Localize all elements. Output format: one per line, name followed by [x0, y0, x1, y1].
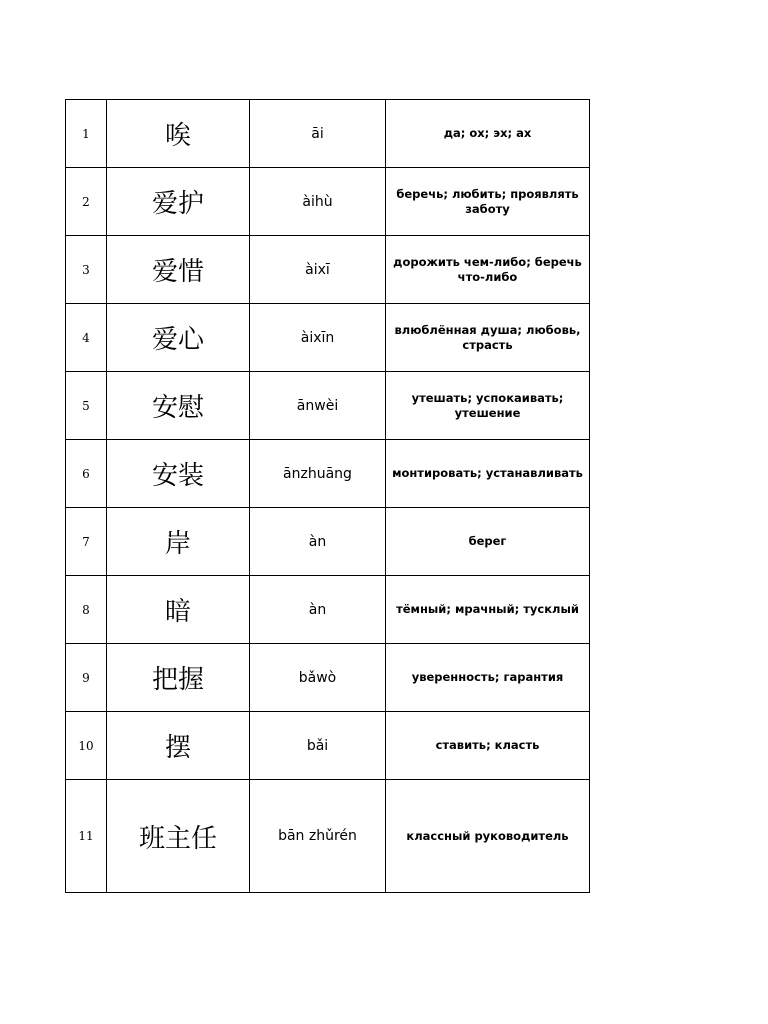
- row-number: 3: [66, 236, 107, 304]
- table-row: [66, 712, 590, 780]
- hanzi-cell: 暗: [107, 576, 250, 644]
- pinyin-cell: àn: [250, 508, 386, 576]
- row-number: 8: [66, 576, 107, 644]
- vocabulary-table: [65, 99, 590, 893]
- hanzi-cell: 岸: [107, 508, 250, 576]
- translation-cell: тёмный; мрачный; тусклый: [386, 576, 590, 644]
- hanzi-cell: 摆: [107, 712, 250, 780]
- table-row: [66, 644, 590, 712]
- translation-cell: дорожить чем-либо; беречь что-либо: [386, 236, 590, 304]
- translation-cell: беречь; любить; проявлять заботу: [386, 168, 590, 236]
- hanzi-cell: 安装: [107, 440, 250, 508]
- translation-cell: влюблённая душа; любовь, страсть: [386, 304, 590, 372]
- table-row: [66, 508, 590, 576]
- pinyin-cell: àihù: [250, 168, 386, 236]
- table-row: [66, 168, 590, 236]
- translation-cell: берег: [386, 508, 590, 576]
- table-row: [66, 440, 590, 508]
- translation-cell: уверенность; гарантия: [386, 644, 590, 712]
- row-number: 10: [66, 712, 107, 780]
- translation-cell: утешать; успокаивать; утешение: [386, 372, 590, 440]
- hanzi-cell: 爱心: [107, 304, 250, 372]
- table-row: [66, 780, 590, 893]
- translation-cell: монтировать; устанавливать: [386, 440, 590, 508]
- pinyin-cell: àixī: [250, 236, 386, 304]
- pinyin-cell: ānwèi: [250, 372, 386, 440]
- pinyin-cell: āi: [250, 100, 386, 168]
- row-number: 7: [66, 508, 107, 576]
- table-row: [66, 304, 590, 372]
- row-number: 1: [66, 100, 107, 168]
- pinyin-cell: àn: [250, 576, 386, 644]
- hanzi-cell: 安慰: [107, 372, 250, 440]
- hanzi-cell: 爱护: [107, 168, 250, 236]
- row-number: 9: [66, 644, 107, 712]
- pinyin-cell: àixīn: [250, 304, 386, 372]
- row-number: 5: [66, 372, 107, 440]
- row-number: 6: [66, 440, 107, 508]
- table-row: [66, 576, 590, 644]
- pinyin-cell: bān zhǔrén: [250, 780, 386, 893]
- hanzi-cell: 爱惜: [107, 236, 250, 304]
- row-number: 11: [66, 780, 107, 893]
- row-number: 2: [66, 168, 107, 236]
- pinyin-cell: bǎwò: [250, 644, 386, 712]
- translation-cell: ставить; класть: [386, 712, 590, 780]
- hanzi-cell: 班主任: [107, 780, 250, 893]
- hanzi-cell: 唉: [107, 100, 250, 168]
- hanzi-cell: 把握: [107, 644, 250, 712]
- pinyin-cell: bǎi: [250, 712, 386, 780]
- table-row: [66, 100, 590, 168]
- translation-cell: да; ох; эх; ах: [386, 100, 590, 168]
- table-row: [66, 372, 590, 440]
- pinyin-cell: ānzhuāng: [250, 440, 386, 508]
- table-row: [66, 236, 590, 304]
- translation-cell: классный руководитель: [386, 780, 590, 893]
- row-number: 4: [66, 304, 107, 372]
